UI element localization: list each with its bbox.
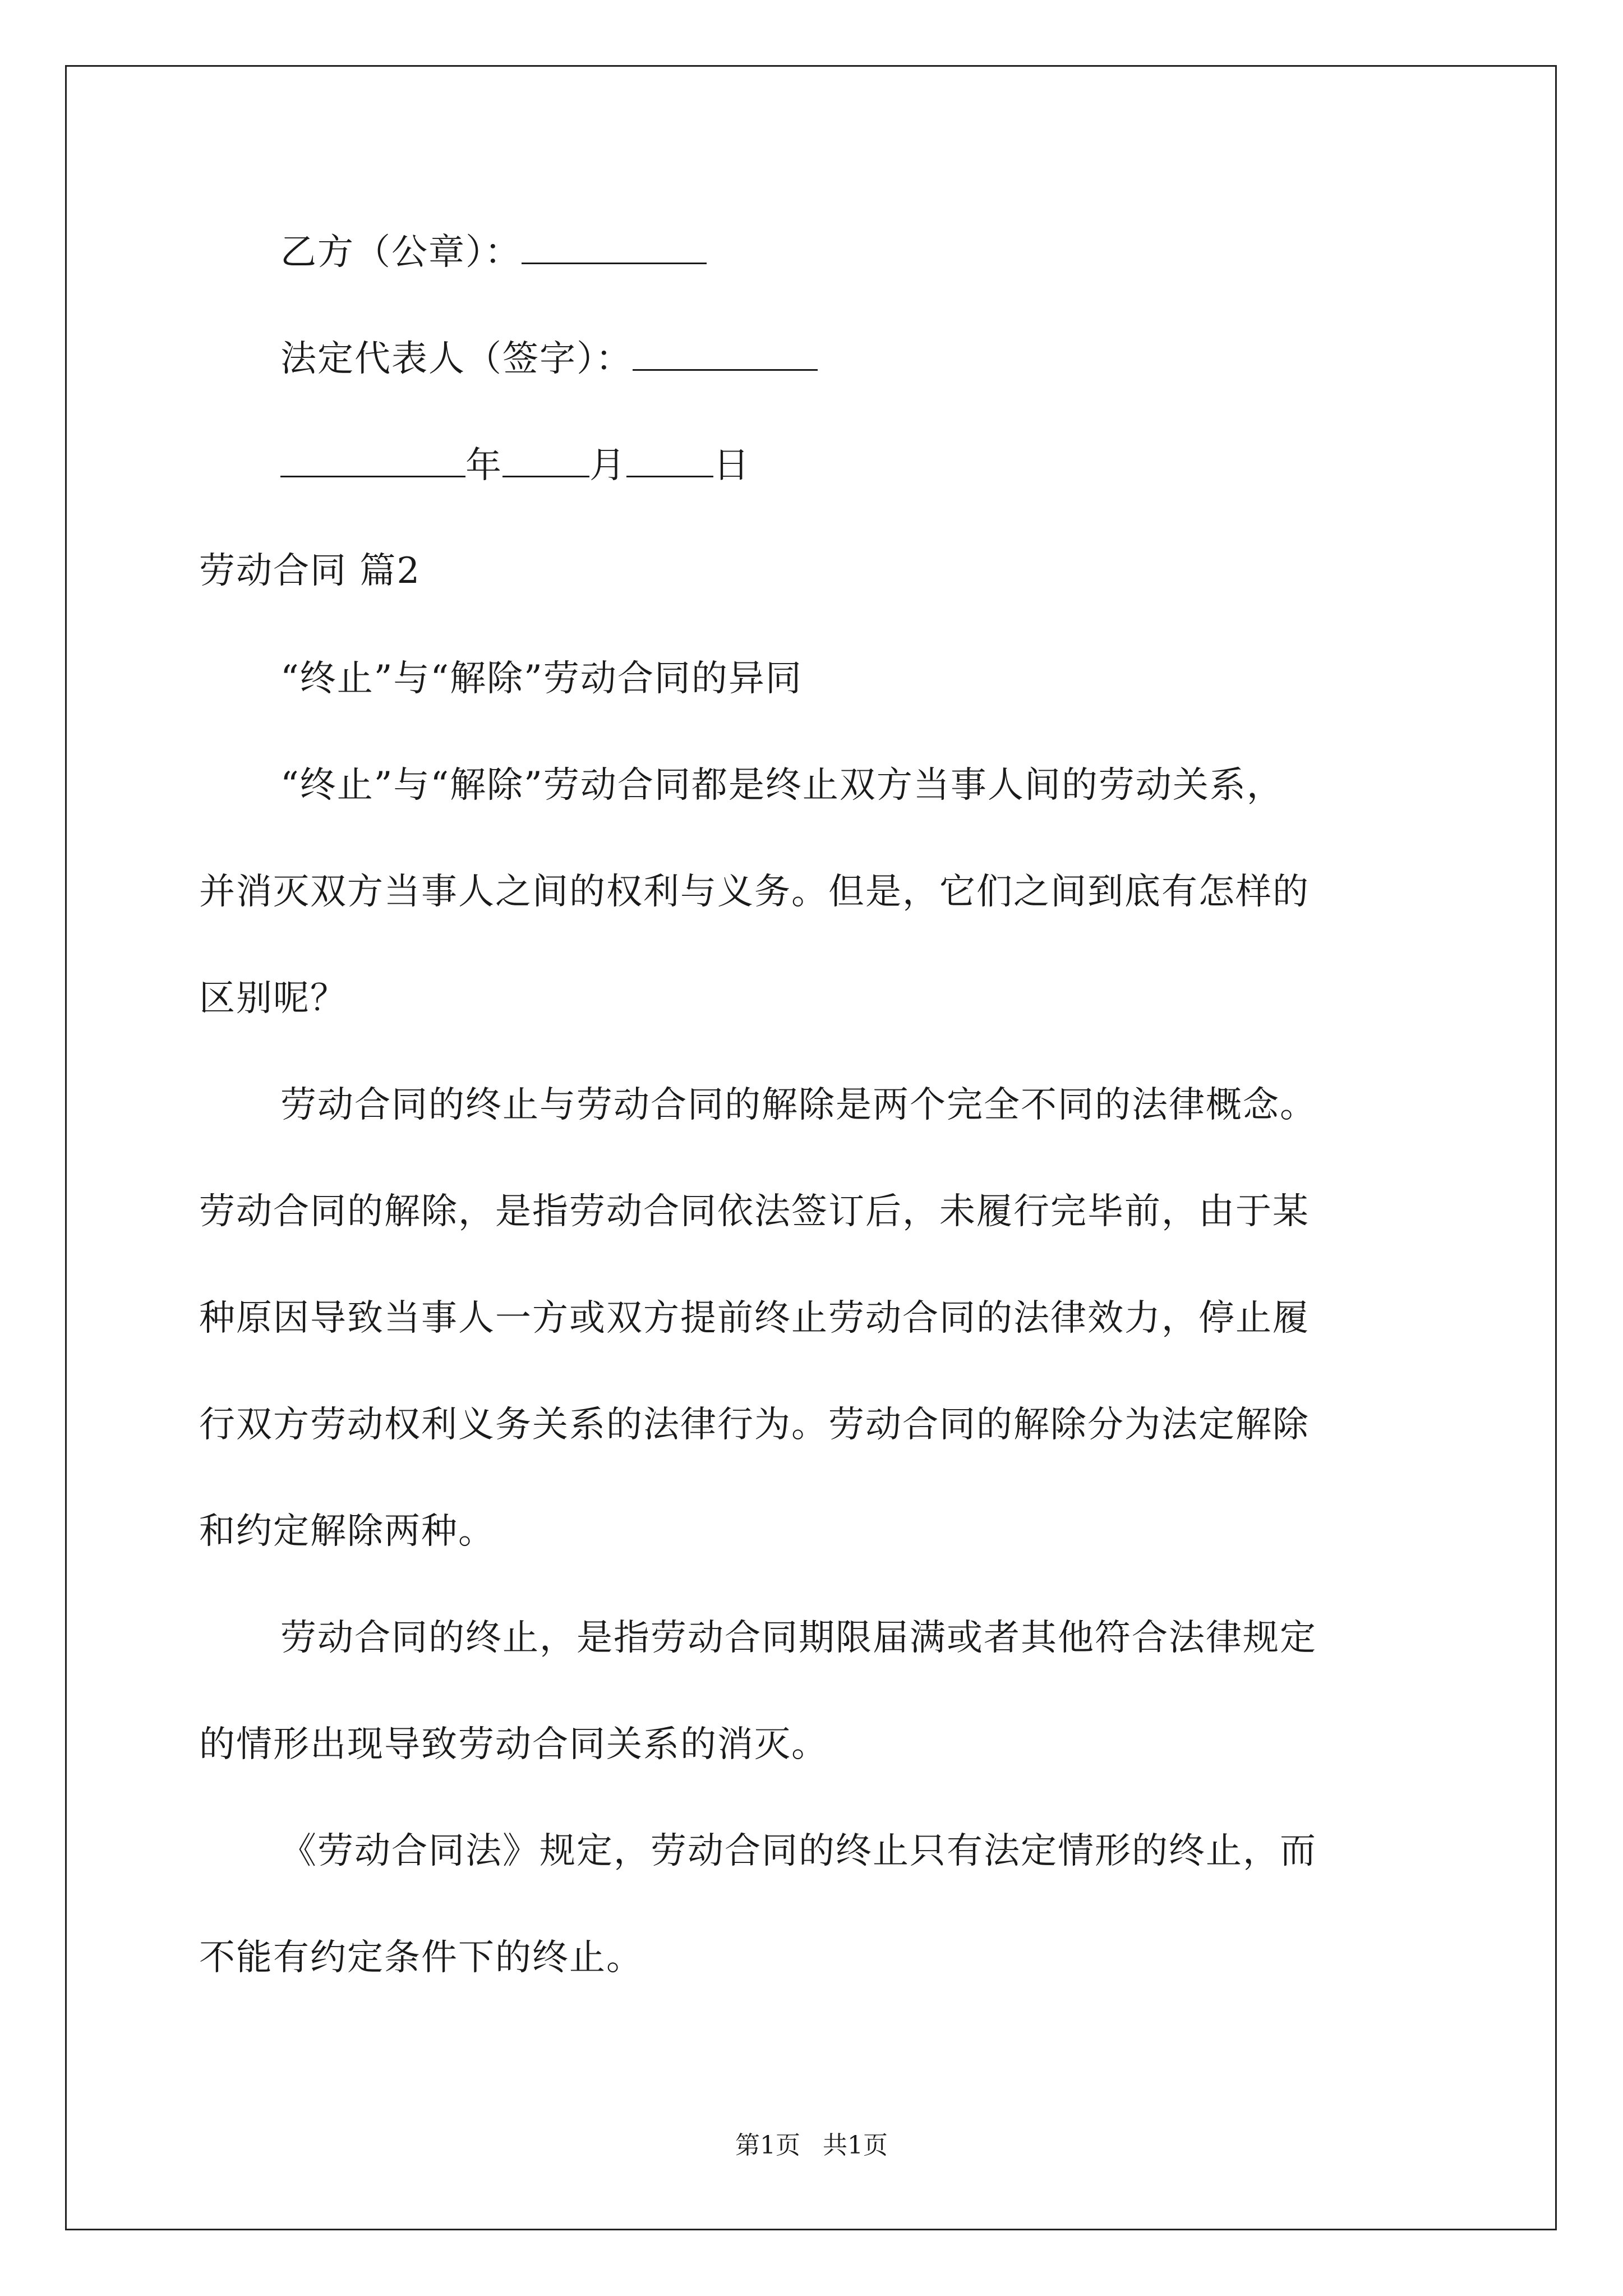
month-blank bbox=[502, 443, 589, 477]
party-b-blank bbox=[522, 230, 707, 264]
page-footer bbox=[0, 2129, 1623, 2162]
body-line: 区别呢？ bbox=[199, 978, 347, 1019]
body-line: 劳动合同的终止与劳动合同的解除是两个完全不同的法律概念。 bbox=[280, 1084, 1317, 1126]
day-blank bbox=[626, 443, 713, 477]
representative-line bbox=[280, 337, 818, 381]
body-line: 《劳动合同法》规定，劳动合同的终止只有法定情形的终止，而 bbox=[280, 1830, 1317, 1872]
year-blank bbox=[280, 443, 465, 477]
body-line: 的情形出现导致劳动合同关系的消灭。 bbox=[199, 1724, 828, 1765]
body-line: 劳动合同的解除，是指劳动合同依法签订后，未履行完毕前，由于某 bbox=[199, 1191, 1310, 1232]
body-line: 并消灭双方当事人之间的权利与义务。但是，它们之间到底有怎样的 bbox=[199, 871, 1310, 913]
page-border bbox=[65, 65, 1557, 2230]
representative-blank bbox=[633, 337, 818, 371]
body-line: “终止”与“解除”劳动合同都是终止双方当事人间的劳动关系， bbox=[280, 765, 1284, 806]
date-day-label: 日 bbox=[713, 445, 750, 486]
body-line: 不能有约定条件下的终止。 bbox=[199, 1937, 643, 1978]
body-line: 行双方劳动权利义务关系的法律行为。劳动合同的解除分为法定解除 bbox=[199, 1404, 1310, 1446]
body-line: 种原因导致当事人一方或双方提前终止劳动合同的法律效力，停止履 bbox=[199, 1297, 1310, 1339]
party-b-label: 乙方（公章）： bbox=[280, 232, 522, 273]
body-line: 和约定解除两种。 bbox=[199, 1511, 495, 1552]
article-subtitle: “终止”与“解除”劳动合同的异同 bbox=[280, 658, 803, 700]
date-month-label: 月 bbox=[589, 445, 626, 486]
body-line: 劳动合同的终止，是指劳动合同期限届满或者其他符合法律规定 bbox=[280, 1617, 1317, 1659]
date-year-label: 年 bbox=[465, 445, 502, 486]
representative-label: 法定代表人（签字）： bbox=[280, 338, 633, 380]
section-heading: 劳动合同 篇2 bbox=[199, 550, 421, 592]
party-b-line bbox=[280, 230, 707, 275]
page-total: 共1页 bbox=[823, 2131, 888, 2160]
page-current: 第1页 bbox=[735, 2131, 800, 2160]
date-line bbox=[280, 443, 750, 488]
